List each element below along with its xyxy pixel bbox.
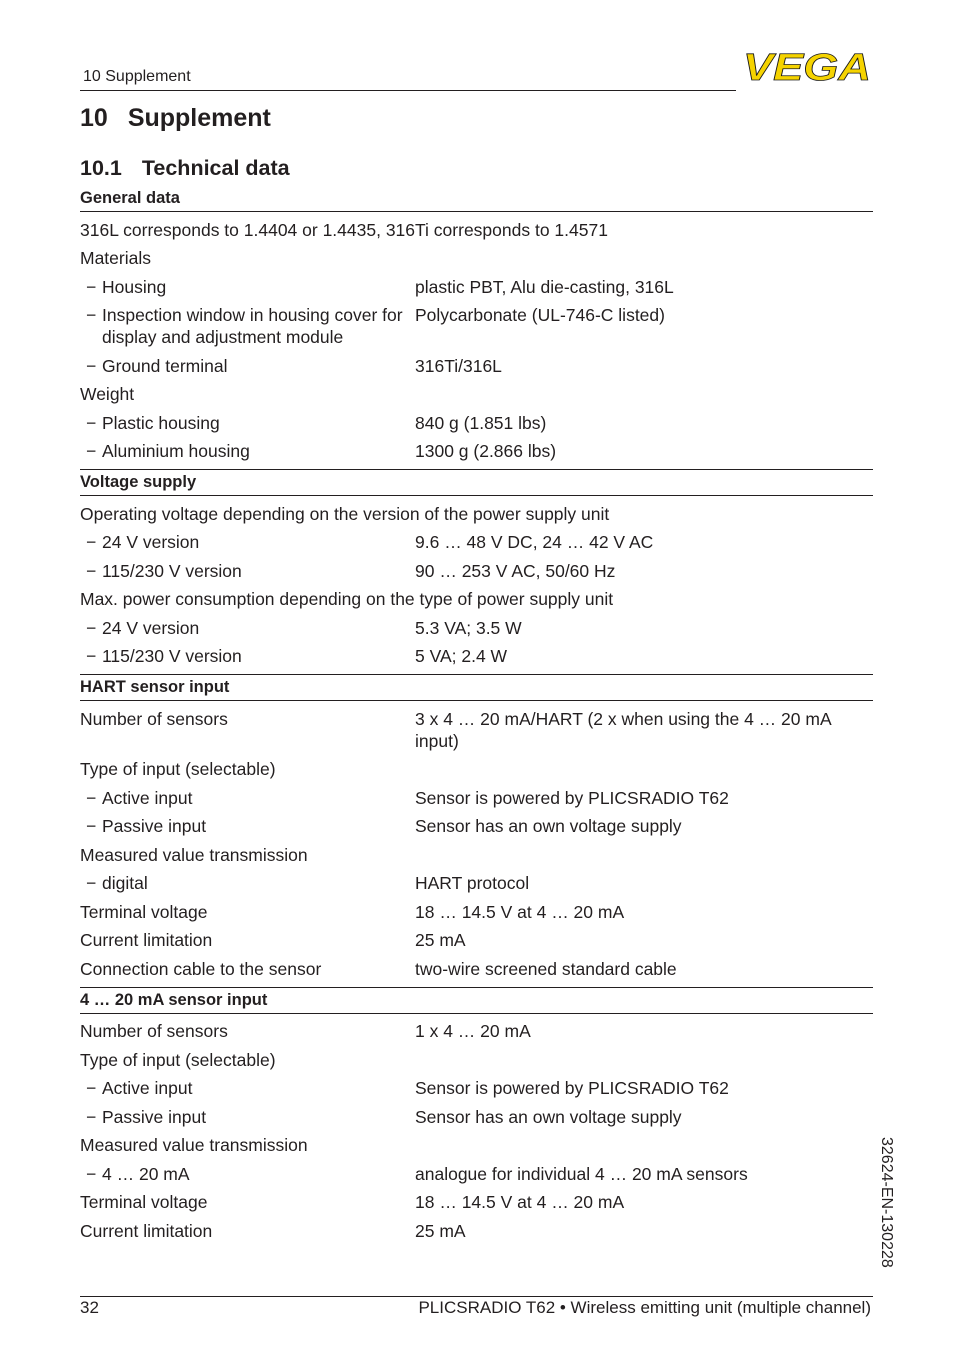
- section-heading: General data: [80, 186, 873, 212]
- chapter-title-text: Supplement: [127, 104, 271, 132]
- spec-label-text: Number of sensors: [80, 1021, 228, 1041]
- spec-label-text: 316L corresponds to 1.4404 or 1.4435, 316Ti corresponds to 1.4571: [80, 219, 608, 240]
- page-number: 32: [80, 1298, 99, 1317]
- spec-value: 18 … 14.5 V at 4 … 20 mA: [415, 1192, 625, 1212]
- spec-section: [80, 469, 873, 667]
- spec-label-text: Inspection window in housing cover for display and adjustment module: [102, 305, 403, 347]
- spec-row: [80, 304, 873, 348]
- spec-value: two-wire screened standard cable: [415, 958, 677, 979]
- spec-label: [80, 276, 415, 298]
- spec-row: [80, 844, 873, 866]
- spec-label: [80, 787, 415, 809]
- spec-label: [80, 645, 415, 667]
- spec-row: [80, 503, 873, 525]
- spec-value: [415, 383, 873, 405]
- spec-value: plastic PBT, Alu die-casting, 316L: [415, 276, 674, 297]
- spec-label-text: Weight: [80, 384, 135, 404]
- spec-label: [80, 440, 415, 462]
- section-heading: HART sensor input: [80, 675, 873, 701]
- spec-label-text: Materials: [80, 248, 151, 268]
- spec-value: 840 g (1.851 lbs): [415, 412, 547, 433]
- spec-row: [80, 531, 873, 553]
- spec-label-text: 115/230 V version: [102, 560, 242, 581]
- spec-label: [80, 588, 873, 610]
- spec-value: Polycarbonate (UL-746-C listed): [415, 305, 665, 325]
- spec-label-text: Max. power consumption depending on the type of power supply unit: [80, 589, 614, 609]
- spec-label-text: Active input: [102, 787, 193, 808]
- list-dash: −: [86, 646, 97, 666]
- spec-label: [80, 1163, 415, 1185]
- spec-row: [80, 412, 873, 434]
- spec-value: 1300 g (2.866 lbs): [415, 441, 557, 461]
- spec-value: 25 mA: [415, 1220, 466, 1241]
- spec-label-text: Current limitation: [80, 930, 213, 950]
- chapter-title: [80, 104, 271, 133]
- spec-label-text: 115/230 V version: [102, 646, 242, 666]
- spec-row: [80, 958, 873, 980]
- spec-row: [80, 1163, 873, 1185]
- spec-section: [80, 186, 873, 462]
- spec-label: [80, 1220, 415, 1242]
- spec-label: [80, 1049, 415, 1071]
- spec-label: [80, 1134, 415, 1156]
- spec-value: [415, 758, 873, 780]
- spec-value: 3 x 4 … 20 mA/HART (2 x when using the 4 … 20 mA input): [415, 708, 831, 751]
- spec-row: [80, 276, 873, 298]
- list-dash: −: [86, 816, 97, 836]
- spec-value: 25 mA: [415, 930, 466, 950]
- spec-label-text: Active input: [102, 1078, 193, 1098]
- spec-value: Sensor is powered by PLICSRADIO T62: [415, 787, 729, 808]
- spec-row: [80, 815, 873, 837]
- spec-row: [80, 1134, 873, 1156]
- list-dash: −: [86, 532, 97, 552]
- list-dash: −: [86, 355, 97, 376]
- spec-label: [80, 531, 415, 553]
- spec-label: [80, 708, 415, 752]
- header-rule: [80, 90, 736, 91]
- spec-value: Sensor is powered by PLICSRADIO T62: [415, 1078, 729, 1098]
- spec-row: [80, 708, 873, 752]
- spec-label-text: Type of input (selectable): [80, 759, 276, 779]
- section-heading: Voltage supply: [80, 470, 873, 496]
- spec-label: [80, 758, 415, 780]
- list-dash: −: [86, 305, 97, 325]
- spec-value: Sensor has an own voltage supply: [415, 1106, 682, 1127]
- spec-label: [80, 247, 415, 269]
- list-dash: −: [86, 1163, 97, 1184]
- spec-label-text: 4 … 20 mA: [102, 1163, 190, 1184]
- spec-label: [80, 412, 415, 434]
- spec-label-text: Measured value transmission: [80, 844, 308, 865]
- spec-label: [80, 1020, 415, 1042]
- spec-row: [80, 219, 873, 241]
- spec-row: [80, 588, 873, 610]
- spec-label: [80, 1106, 415, 1128]
- footer-rule: [80, 1296, 873, 1297]
- spec-value: Sensor has an own voltage supply: [415, 816, 682, 836]
- spec-row: [80, 645, 873, 667]
- spec-label: [80, 355, 415, 377]
- spec-label-text: Passive input: [102, 816, 207, 836]
- list-dash: −: [86, 276, 97, 297]
- spec-label: [80, 219, 873, 241]
- spec-value: 1 x 4 … 20 mA: [415, 1021, 531, 1041]
- spec-value: 9.6 … 48 V DC, 24 … 42 V AC: [415, 532, 654, 552]
- spec-label: [80, 1191, 415, 1213]
- spec-value: 90 … 253 V AC, 50/60 Hz: [415, 560, 616, 581]
- spec-row: [80, 1191, 873, 1213]
- spec-value: [415, 844, 873, 866]
- chapter-number: 10: [80, 104, 108, 132]
- list-dash: −: [86, 412, 97, 433]
- spec-label-text: Passive input: [102, 1106, 207, 1127]
- spec-value: [415, 247, 873, 269]
- spec-row: [80, 872, 873, 894]
- document-code: 32624-EN-130228: [878, 1137, 895, 1268]
- spec-row: [80, 440, 873, 462]
- spec-label: [80, 901, 415, 923]
- spec-label-text: Connection cable to the sensor: [80, 958, 322, 979]
- footer-title: PLICSRADIO T62 • Wireless emitting unit (multiple channel): [418, 1298, 871, 1317]
- list-dash: −: [86, 617, 97, 638]
- spec-label-text: Plastic housing: [102, 412, 220, 433]
- spec-value: 5 VA; 2.4 W: [415, 646, 508, 666]
- spec-section: [80, 987, 873, 1242]
- spec-label: [80, 958, 415, 980]
- spec-row: [80, 383, 873, 405]
- spec-label: [80, 503, 873, 525]
- spec-label: [80, 815, 415, 837]
- spec-label-text: Housing: [102, 276, 167, 297]
- list-dash: −: [86, 1078, 97, 1098]
- spec-label-text: Operating voltage depending on the version of the power supply unit: [80, 503, 610, 524]
- vega-logo: [742, 52, 872, 82]
- list-dash: −: [86, 787, 97, 808]
- section-heading: 4 … 20 mA sensor input: [80, 988, 873, 1014]
- spec-label-text: Number of sensors: [80, 708, 228, 729]
- list-dash: −: [86, 560, 97, 581]
- section-title: [80, 156, 290, 181]
- list-dash: −: [86, 873, 97, 893]
- spec-label-text: Terminal voltage: [80, 901, 208, 922]
- spec-row: [80, 1077, 873, 1099]
- spec-row: [80, 247, 873, 269]
- spec-value: [415, 1049, 873, 1071]
- spec-row: [80, 787, 873, 809]
- spec-value: HART protocol: [415, 873, 530, 893]
- spec-row: [80, 1020, 873, 1042]
- spec-row: [80, 1049, 873, 1071]
- vega-logo-text: VEGA: [743, 52, 871, 82]
- spec-section: [80, 674, 873, 980]
- spec-value: [415, 1134, 873, 1156]
- spec-row: [80, 355, 873, 377]
- spec-label: [80, 383, 415, 405]
- spec-label-text: Current limitation: [80, 1220, 213, 1241]
- spec-row: [80, 758, 873, 780]
- spec-value: 5.3 VA; 3.5 W: [415, 617, 522, 638]
- spec-value: 316Ti/316L: [415, 355, 502, 376]
- spec-label-text: Ground terminal: [102, 355, 228, 376]
- running-head: 10 Supplement: [83, 68, 191, 85]
- spec-row: [80, 560, 873, 582]
- spec-label: [80, 1077, 415, 1099]
- spec-row: [80, 929, 873, 951]
- list-dash: −: [86, 1106, 97, 1127]
- section-number: 10.1: [80, 156, 122, 180]
- technical-data-tables: [80, 186, 873, 1242]
- spec-row: [80, 1220, 873, 1242]
- spec-label: [80, 560, 415, 582]
- spec-label-text: 24 V version: [102, 617, 200, 638]
- spec-label-text: digital: [102, 873, 148, 893]
- spec-value: analogue for individual 4 … 20 mA sensors: [415, 1163, 748, 1184]
- spec-label: [80, 844, 415, 866]
- spec-row: [80, 617, 873, 639]
- spec-label-text: Aluminium housing: [102, 441, 250, 461]
- spec-label-text: Measured value transmission: [80, 1135, 308, 1155]
- spec-label-text: Type of input (selectable): [80, 1049, 276, 1070]
- spec-label-text: Terminal voltage: [80, 1192, 208, 1212]
- spec-label: [80, 304, 415, 348]
- spec-value: 18 … 14.5 V at 4 … 20 mA: [415, 901, 625, 922]
- spec-label-text: 24 V version: [102, 532, 200, 552]
- spec-row: [80, 1106, 873, 1128]
- section-title-text: Technical data: [141, 156, 290, 180]
- spec-label: [80, 617, 415, 639]
- list-dash: −: [86, 441, 97, 461]
- spec-label: [80, 872, 415, 894]
- spec-label: [80, 929, 415, 951]
- spec-row: [80, 901, 873, 923]
